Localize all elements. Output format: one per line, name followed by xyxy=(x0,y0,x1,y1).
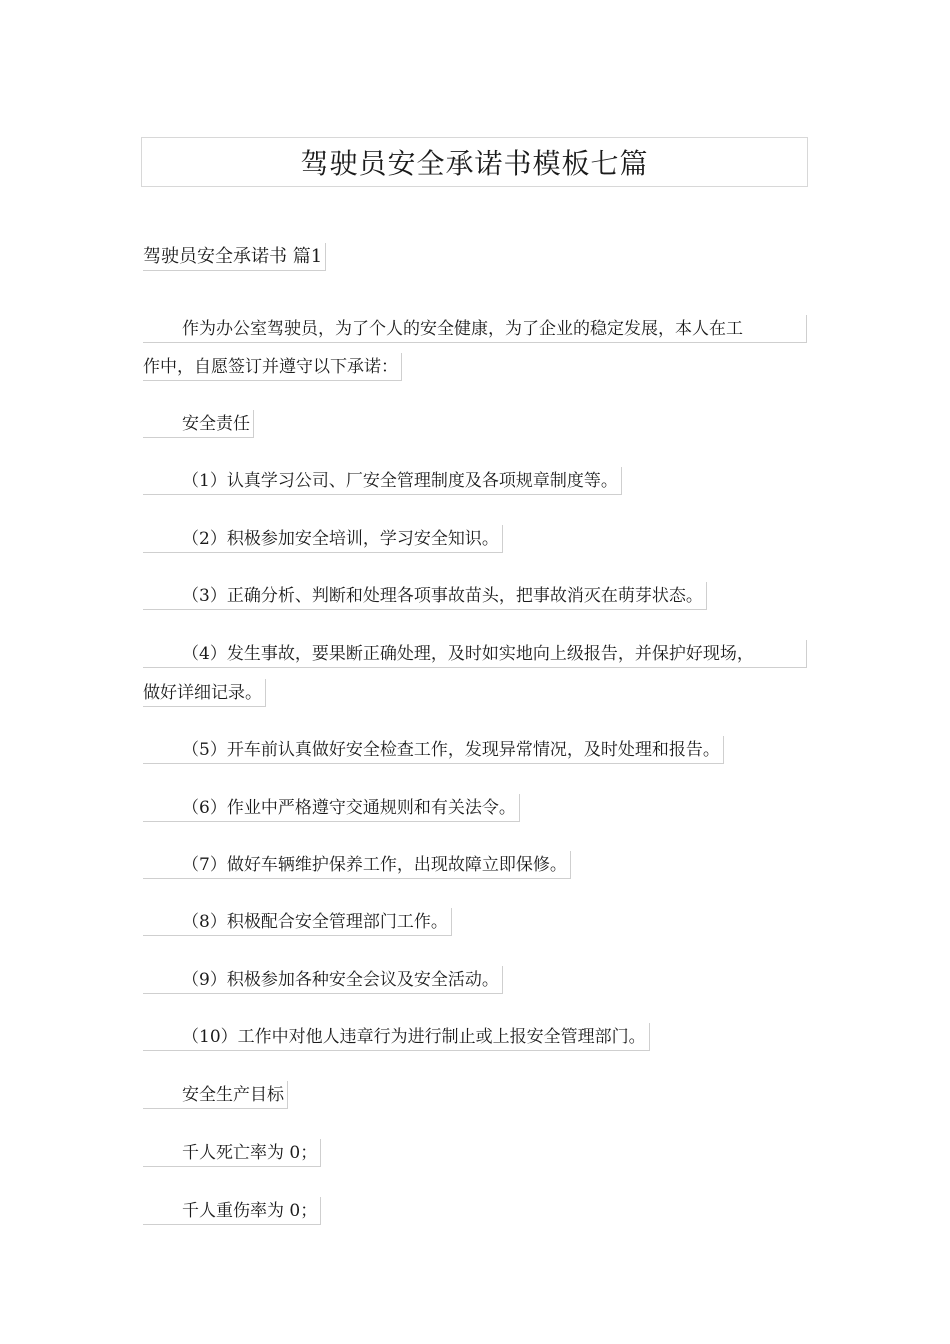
list-item-4-line-2: 做好详细记录。 xyxy=(143,679,266,707)
list-item-1: （1）认真学习公司、厂安全管理制度及各项规章制度等。 xyxy=(143,467,622,495)
intro-paragraph-line-1: 作为办公室驾驶员，为了个人的安全健康，为了企业的稳定发展，本人在工 xyxy=(143,315,807,343)
responsibility-heading: 安全责任 xyxy=(143,410,254,438)
list-item-4-line-1: （4）发生事故，要果断正确处理，及时如实地向上级报告，并保护好现场， xyxy=(143,640,807,668)
list-item-2: （2）积极参加安全培训，学习安全知识。 xyxy=(143,525,503,553)
intro-paragraph-line-2: 作中，自愿签订并遵守以下承诺： xyxy=(143,353,402,381)
document-title: 驾驶员安全承诺书模板七篇 xyxy=(300,147,649,180)
list-item-9: （9）积极参加各种安全会议及安全活动。 xyxy=(143,966,503,994)
goal-item-1: 千人死亡率为 0； xyxy=(143,1139,321,1167)
list-item-10: （10）工作中对他人违章行为进行制止或上报安全管理部门。 xyxy=(143,1023,650,1051)
list-item-7: （7）做好车辆维护保养工作，出现故障立即保修。 xyxy=(143,851,571,879)
section-heading: 驾驶员安全承诺书 篇1 xyxy=(143,243,326,271)
list-item-8: （8）积极配合安全管理部门工作。 xyxy=(143,908,452,936)
document-title-box xyxy=(141,137,808,187)
list-item-6: （6）作业中严格遵守交通规则和有关法令。 xyxy=(143,794,520,822)
goal-heading: 安全生产目标 xyxy=(143,1081,288,1109)
goal-item-2: 千人重伤率为 0； xyxy=(143,1197,321,1225)
list-item-3: （3）正确分析、判断和处理各项事故苗头，把事故消灭在萌芽状态。 xyxy=(143,582,707,610)
list-item-5: （5）开车前认真做好安全检查工作，发现异常情况，及时处理和报告。 xyxy=(143,736,724,764)
